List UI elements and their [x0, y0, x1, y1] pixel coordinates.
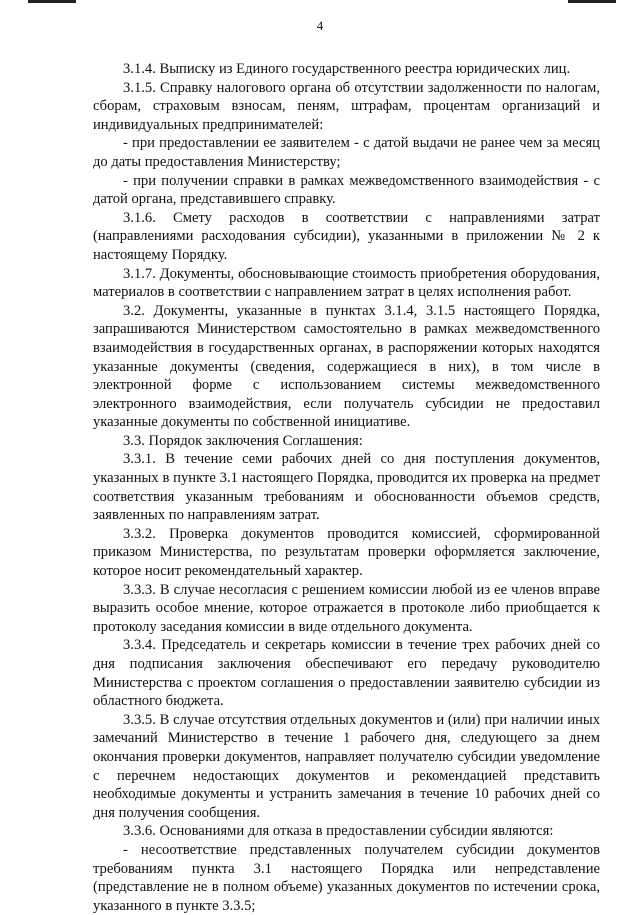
paragraph-3-3-1: 3.3.1. В течение семи рабочих дней со дня поступления документов, указанных в пункте 3.1 настоящего Порядка, проводится их проверка на предмет соответствия указанным требованиям и обоснованности объемов средств, заявленных по направлениям затрат.: [93, 451, 600, 524]
paragraph-3-3-3: 3.3.3. В случае несогласия с решением комиссии любой из ее членов вправе выразить особое мнение, которое отражается в протоколе либо приобщается к протоколу заседания комиссии в виде отдельного документа.: [93, 581, 600, 635]
paragraph-3-3-4: 3.3.4. Председатель и секретарь комиссии в течение трех рабочих дней со дня подписания заключения обеспечивают его передачу руководителю Министерства с проектом соглашения о предоставлении заявителю субсидии из областного бюджета.: [93, 637, 600, 710]
paragraph-3-3-6-item-noncompliance: - несоответствие представленных получателем субсидии документов требованиям пункта 3.1 настоящего Порядка или непредставление (представление не в полном объеме) указанных документов по истечении срока, указанного в пункте 3.3.5;: [93, 841, 600, 914]
paragraph-3-3-6: 3.3.6. Основаниями для отказа в предоставлении субсидии являются:: [123, 823, 554, 840]
paragraph-3-1-5-item-interagency: - при получении справки в рамках межведомственного взаимодействия - с датой органа, представившего справку.: [93, 172, 600, 208]
paragraph-3-1-7: 3.1.7. Документы, обосновывающие стоимость приобретения оборудования, материалов в соответствии с направлением затрат в целях исполнения работ.: [93, 265, 600, 301]
scan-edge-left: [28, 0, 76, 3]
paragraph-3-1-6: 3.1.6. Смету расходов в соответствии с направлениями затрат (направлениями расходования субсидии), указанными в приложении № 2 к настоящему Порядку.: [93, 209, 600, 263]
paragraph-3-2: 3.2. Документы, указанные в пунктах 3.1.4, 3.1.5 настоящего Порядка, запрашиваются Министерством самостоятельно в рамках межведомственного взаимодействия в государственных органах, в распоряжении которых находятся указанные документы (сведения, содержащиеся в них), в том числе в электронной форме с использованием системы межведомственного электронного взаимодействия, если получатель субсидии не предоставил указанные документы по собственной инициативе.: [93, 302, 600, 431]
paragraph-3-1-4: 3.1.4. Выписку из Единого государственного реестра юридических лиц.: [123, 61, 571, 77]
paragraph-3-3-2: 3.3.2. Проверка документов проводится комиссией, сформированной приказом Министерства, по результатам проверки оформляется заключение, которое носит рекомендательный характер.: [93, 525, 600, 580]
paragraph-3-3-5: 3.3.5. В случае отсутствия отдельных документов и (или) при наличии иных замечаний Министерство в течение 1 рабочего дня, следующего за днем окончания проверки документов, направляет получателю субсидии уведомление с перечнем недостающих документов и рекомендацией представить необходимые документы и устранить замечания в течение 10 рабочих дней со дня получения сообщения.: [93, 711, 600, 821]
page-number: 4: [316, 18, 324, 33]
paragraph-3-3: 3.3. Порядок заключения Соглашения:: [123, 432, 363, 449]
paragraph-3-1-5: 3.1.5. Справку налогового органа об отсутствии задолженности по налогам, сборам, страховым взносам, пеням, штрафам, процентам организаций и индивидуальных предпринимателей:: [93, 79, 600, 133]
paragraph-3-1-5-item-applicant: - при предоставлении ее заявителем - с датой выдачи не ранее чем за месяц до даты предоставления Министерству;: [93, 135, 600, 170]
document-body: [93, 60, 600, 915]
scan-edge-right: [568, 0, 616, 3]
